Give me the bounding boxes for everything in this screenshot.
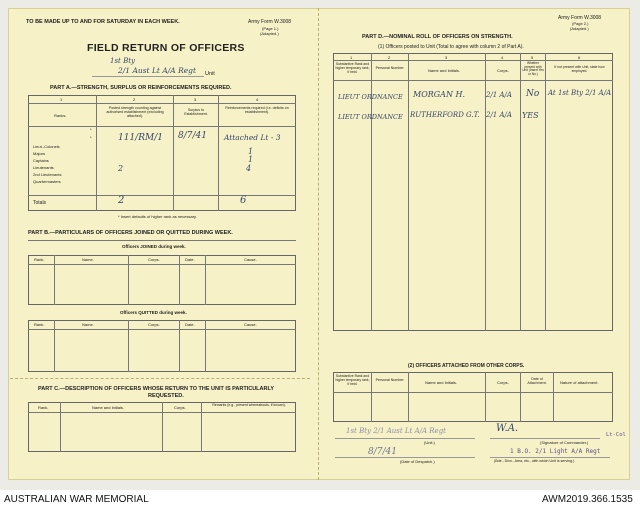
part-a-col-num: 2 <box>133 97 136 102</box>
totals-label: Totals <box>33 200 47 206</box>
reinf-hw-captains: 1 <box>248 155 254 164</box>
c-col-remarks: Remarks (e.g., present whereabouts, if known). <box>212 403 286 407</box>
part-b-top-line <box>28 240 296 241</box>
d-col-rank: Substantive Rank and higher temporary rank, if held. <box>335 62 370 74</box>
col-corps: Corps. <box>148 322 160 327</box>
despatch-line <box>335 457 475 458</box>
d-col-corps: Corps. <box>497 68 509 73</box>
c-col-rank: Rank. <box>38 405 49 410</box>
d-col-num: 4 <box>501 55 504 60</box>
unit-handwriting: 1st Bty <box>110 57 135 65</box>
part-d-sub1: (1) Officers posted to Unit (Total to agree with column 2 of Part A). <box>378 44 524 50</box>
totals-posted: 2 <box>118 195 125 206</box>
lt-col-stamp: Lt-Col <box>606 432 626 438</box>
commander-signature: W.A. <box>496 423 519 434</box>
row2-rank: LIEUT ORDNANCE <box>338 113 403 121</box>
attached-col <box>371 372 372 422</box>
rank-label: Quartermasters <box>33 179 61 184</box>
d-col-num: 1 <box>350 55 353 60</box>
a-col-nature: Nature of attachment. <box>560 380 599 385</box>
surplus-handwriting: 8/7/41 <box>178 131 207 141</box>
c-col-corps: Corps. <box>174 405 186 410</box>
attached-col <box>485 372 486 422</box>
d-col-num: 6 <box>578 55 581 60</box>
cmdr-line <box>490 438 600 439</box>
d-col-number: Personal Number. <box>375 66 405 70</box>
part-d-col <box>545 53 546 331</box>
col-cause: Cause. <box>244 322 257 327</box>
part-d-sub2: (2) OFFICERS ATTACHED FROM OTHER CORPS. <box>408 363 525 369</box>
page-number-right: (Page 2.) <box>572 21 589 26</box>
footer-institution: AUSTRALIAN WAR MEMORIAL <box>4 494 149 505</box>
quitted-header-line <box>28 329 296 330</box>
col-rank: Rank. <box>34 257 45 262</box>
part-a-col-line <box>218 95 219 211</box>
col-rank: Rank. <box>34 322 45 327</box>
part-a-totals-line <box>28 195 296 196</box>
footer-accession: AWM2019.366.1535 <box>542 494 633 505</box>
d-col-num: 5 <box>531 55 534 60</box>
part-d-col <box>520 53 521 331</box>
rank-label: Lieutenants <box>33 165 54 170</box>
col-name: Name. <box>82 322 94 327</box>
quitted-heading: Officers QUITTED during week. <box>120 310 187 315</box>
joined-col <box>54 255 55 305</box>
quitted-table <box>28 320 296 372</box>
d-col-employ: If not present with Unit, state how employed. <box>554 65 605 73</box>
row2-present: YES <box>522 111 539 120</box>
joined-col <box>128 255 129 305</box>
part-b-title: PART B.—PARTICULARS OF OFFICERS JOINED OR QUITTED DURING WEEK. <box>28 230 233 236</box>
quitted-col <box>54 320 55 372</box>
row-mark: * <box>90 127 92 132</box>
part-c-col <box>201 402 202 452</box>
unit-line <box>335 438 475 439</box>
despatch-label: (Date of Despatch.) <box>400 459 435 464</box>
form-number: Army Form W.3008 <box>248 19 292 25</box>
attached-col <box>553 372 554 422</box>
posted-header: Posted strength counting against authorised establishment (excluding attached). <box>106 106 164 119</box>
col-cause: Cause. <box>244 257 257 262</box>
posted-hw-lieutenants: 2 <box>118 164 124 173</box>
posted-handwriting: 111/RM/1 <box>118 133 163 143</box>
quitted-col <box>205 320 206 372</box>
part-a-title: PART A.—STRENGTH, SURPLUS OR REINFORCEMENTS REQUIRED. <box>50 85 232 91</box>
part-a-col-line <box>96 95 97 211</box>
cmdr-label: (Signature of Commander.) <box>540 440 589 445</box>
unit-handwriting-2: 2/1 Aust Lt A/A Regt <box>118 66 196 75</box>
adapted-note: (Adapted.) <box>260 31 279 36</box>
part-a-footnote: * Insert defaults of higher rank as necessary. <box>118 214 197 219</box>
bde-label: (Bde., Divn., Area, etc., with which Unit is serving.) <box>494 459 575 463</box>
unit-stamp: 1 B.O. 2/1 Light A/A Regt <box>510 448 601 455</box>
part-c-col <box>162 402 163 452</box>
part-c-col <box>60 402 61 452</box>
col-corps: Corps. <box>148 257 160 262</box>
part-a-col-num: 4 <box>256 97 259 102</box>
top-note: TO BE MADE UP TO AND FOR SATURDAY IN EACH WEEK. <box>26 19 180 25</box>
c-col-name: Name and Initials. <box>92 405 125 410</box>
rank-label: Captains <box>33 158 49 163</box>
unit-line <box>92 76 204 77</box>
part-d-col <box>408 53 409 331</box>
attached-col <box>520 372 521 422</box>
joined-col <box>205 255 206 305</box>
row1-corps: 2/1 A/A <box>486 91 512 99</box>
row1-employ: At 1st Bty 2/1 A/A <box>548 89 612 97</box>
center-fold <box>318 8 320 480</box>
d-col-name: Name and Initials. <box>428 68 461 73</box>
a-col-rank: Substantive Rank and higher temporary rank, if held. <box>335 374 370 386</box>
rank-label: Lieut.-Colonels <box>33 144 60 149</box>
d-col-num: 2 <box>388 55 391 60</box>
rank-label: Majors <box>33 151 46 156</box>
d-col-present: Whether present with Unit (Insert Yes or No.) <box>522 61 544 76</box>
part-a-num-line <box>28 103 296 104</box>
d-col-num: 3 <box>445 55 448 60</box>
part-a-col-num: 3 <box>194 97 197 102</box>
col-date: Date. <box>185 257 195 262</box>
unit-label-right: (Unit.) <box>424 440 435 445</box>
surplus-header: Surplus to Establishment. <box>184 108 208 117</box>
part-a-col-line <box>173 95 174 211</box>
a-col-corps: Corps. <box>497 380 509 385</box>
form-number-right: Army Form W.3008 <box>558 15 602 21</box>
reinf-hw-lieutenants: 4 <box>246 164 252 173</box>
row2-corps: 2/1 A/A <box>486 111 512 119</box>
joined-heading: Officers JOINED during week. <box>122 244 186 249</box>
form-title: FIELD RETURN OF OFFICERS <box>87 42 245 54</box>
ranks-header: Ranks. <box>54 113 67 118</box>
despatch-hw: 8/7/41 <box>368 447 397 457</box>
attached-header-line <box>333 392 613 393</box>
a-col-number: Personal Number. <box>375 378 405 382</box>
reinf-handwriting: Attached Lt - 3 <box>224 133 281 142</box>
quitted-col <box>179 320 180 372</box>
row1-name: MORGAN H. <box>413 90 466 99</box>
part-d-title: PART D.—NOMINAL ROLL OF OFFICERS ON STRENGTH. <box>362 34 513 40</box>
unit-label: Unit <box>205 71 215 77</box>
reinf-hw-majors: 1 <box>248 147 254 156</box>
joined-table <box>28 255 296 305</box>
part-c-title: PART C.—DESCRIPTION OF OFFICERS WHOSE RETURN TO THE UNIT IS PARTICULARLY <box>38 386 274 392</box>
part-c-title-2: REQUESTED. <box>148 393 184 399</box>
page-crease <box>10 378 310 379</box>
reinforcements-header: Reinforcements required (i.e. deficits on establishment). <box>225 106 289 115</box>
bde-line <box>490 457 610 458</box>
col-name: Name. <box>82 257 94 262</box>
row-mark: * <box>90 135 92 140</box>
part-a-header-line <box>28 126 296 127</box>
adapted-note-right: (Adapted.) <box>570 26 589 31</box>
part-a-col-num: 1 <box>60 97 63 102</box>
row1-rank: LIEUT ORDNANCE <box>338 93 403 101</box>
page-number: (Page 1.) <box>262 26 279 31</box>
quitted-col <box>128 320 129 372</box>
a-col-name: Name and Initials. <box>425 380 458 385</box>
a-col-date: Date of Attachment. <box>527 377 547 386</box>
joined-header-line <box>28 264 296 265</box>
joined-col <box>179 255 180 305</box>
part-d-num-line <box>333 60 613 61</box>
row2-name: RUTHERFORD G.T. <box>410 111 480 119</box>
part-d-header-line <box>333 80 613 81</box>
rank-label: 2nd Lieutenants <box>33 172 62 177</box>
col-date: Date. <box>185 322 195 327</box>
totals-reinf: 6 <box>240 195 247 206</box>
attached-col <box>408 372 409 422</box>
row1-present: No <box>526 89 540 99</box>
unit-signature-hw: 1st Bty 2/1 Aust Lt A/A Regt <box>346 427 446 435</box>
